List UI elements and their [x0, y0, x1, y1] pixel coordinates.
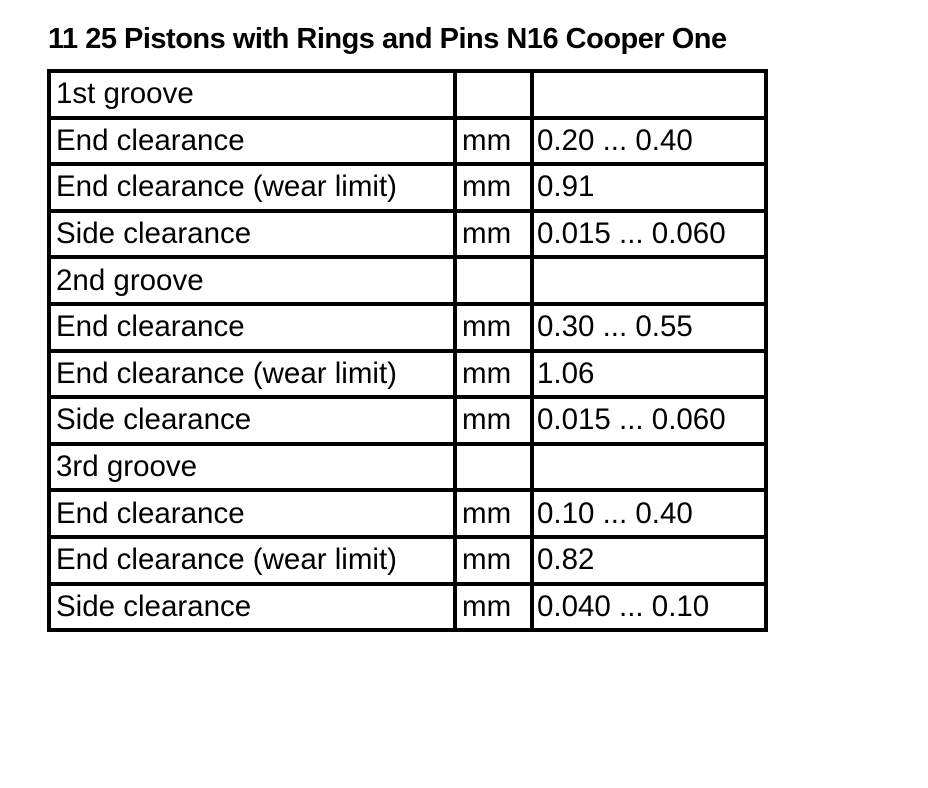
value-cell: 0.20 ... 0.40 — [532, 118, 766, 165]
value-cell: 0.015 ... 0.060 — [532, 211, 766, 258]
value-cell: 0.30 ... 0.55 — [532, 304, 766, 351]
value-cell: 1.06 — [532, 351, 766, 398]
unit-cell: mm — [455, 490, 532, 537]
value-cell: 0.91 — [532, 164, 766, 211]
parameter-cell: Side clearance — [49, 397, 455, 444]
unit-cell: mm — [455, 304, 532, 351]
unit-cell — [455, 444, 532, 491]
parameter-cell: End clearance — [49, 304, 455, 351]
parameter-cell: Side clearance — [49, 211, 455, 258]
value-cell — [532, 71, 766, 118]
unit-cell — [455, 71, 532, 118]
parameter-cell: End clearance (wear limit) — [49, 164, 455, 211]
unit-cell: mm — [455, 537, 532, 584]
unit-cell: mm — [455, 397, 532, 444]
value-cell: 0.10 ... 0.40 — [532, 490, 766, 537]
table-row — [49, 304, 766, 351]
table-row-3rd-groove — [49, 444, 766, 491]
document-title: 11 25 Pistons with Rings and Pins N16 Cooper One — [48, 23, 727, 55]
parameter-cell: 2nd groove — [49, 257, 455, 304]
unit-cell: mm — [455, 118, 532, 165]
table-row — [49, 537, 766, 584]
parameter-cell: Side clearance — [49, 584, 455, 631]
value-cell: 0.040 ... 0.10 — [532, 584, 766, 631]
parameter-cell: End clearance — [49, 490, 455, 537]
table-row — [49, 397, 766, 444]
table-row — [49, 118, 766, 165]
unit-cell: mm — [455, 351, 532, 398]
table-row — [49, 351, 766, 398]
parameter-cell: End clearance — [49, 118, 455, 165]
value-cell: 0.82 — [532, 537, 766, 584]
table-row-2nd-groove — [49, 257, 766, 304]
unit-cell: mm — [455, 584, 532, 631]
unit-cell: mm — [455, 211, 532, 258]
value-cell — [532, 257, 766, 304]
table-row — [49, 211, 766, 258]
table-row-1st-groove — [49, 71, 766, 118]
parameter-cell: 1st groove — [49, 71, 455, 118]
value-cell — [532, 444, 766, 491]
unit-cell: mm — [455, 164, 532, 211]
table-row — [49, 490, 766, 537]
parameter-cell: End clearance (wear limit) — [49, 537, 455, 584]
table-row — [49, 584, 766, 631]
parameter-cell: 3rd groove — [49, 444, 455, 491]
parameter-cell: End clearance (wear limit) — [49, 351, 455, 398]
table-row — [49, 164, 766, 211]
piston-ring-clearance-table — [47, 69, 768, 632]
value-cell: 0.015 ... 0.060 — [532, 397, 766, 444]
unit-cell — [455, 257, 532, 304]
